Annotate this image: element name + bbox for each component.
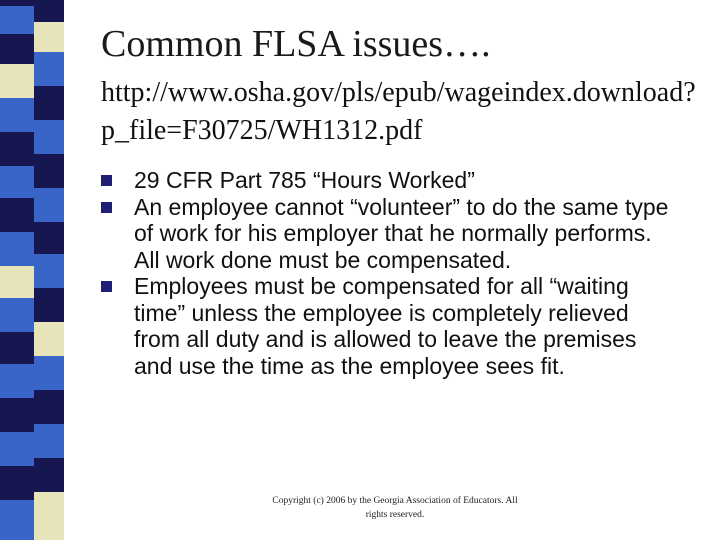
bullet-text: Employees must be compensated for all “waiting time” unless the employee is completely relieved from all duty and is allowed to leave the premises and use the time as the employee sees fit. <box>134 273 637 379</box>
bullet-list <box>101 167 681 379</box>
square-bullet-icon <box>101 202 112 213</box>
bullet-item <box>101 273 681 379</box>
reference-url: http://www.osha.gov/pls/epub/wageindex.download?p_file=F30725/WH1312.pdf <box>101 77 696 146</box>
bullet-text: 29 CFR Part 785 “Hours Worked” <box>134 167 475 193</box>
slide-title: Common FLSA issues…. <box>101 23 491 65</box>
bullet-text: An employee cannot “volunteer” to do the same type of work for his employer that he normally performs. All work done must be compensated. <box>134 193 669 273</box>
decorative-side-strip <box>0 0 64 540</box>
bullet-item <box>101 167 681 194</box>
copyright-footer: Copyright (c) 2006 by the Georgia Association of Educators. All rights reserved. <box>272 496 518 520</box>
square-bullet-icon <box>101 175 112 186</box>
square-bullet-icon <box>101 281 112 292</box>
bullet-item <box>101 194 681 274</box>
